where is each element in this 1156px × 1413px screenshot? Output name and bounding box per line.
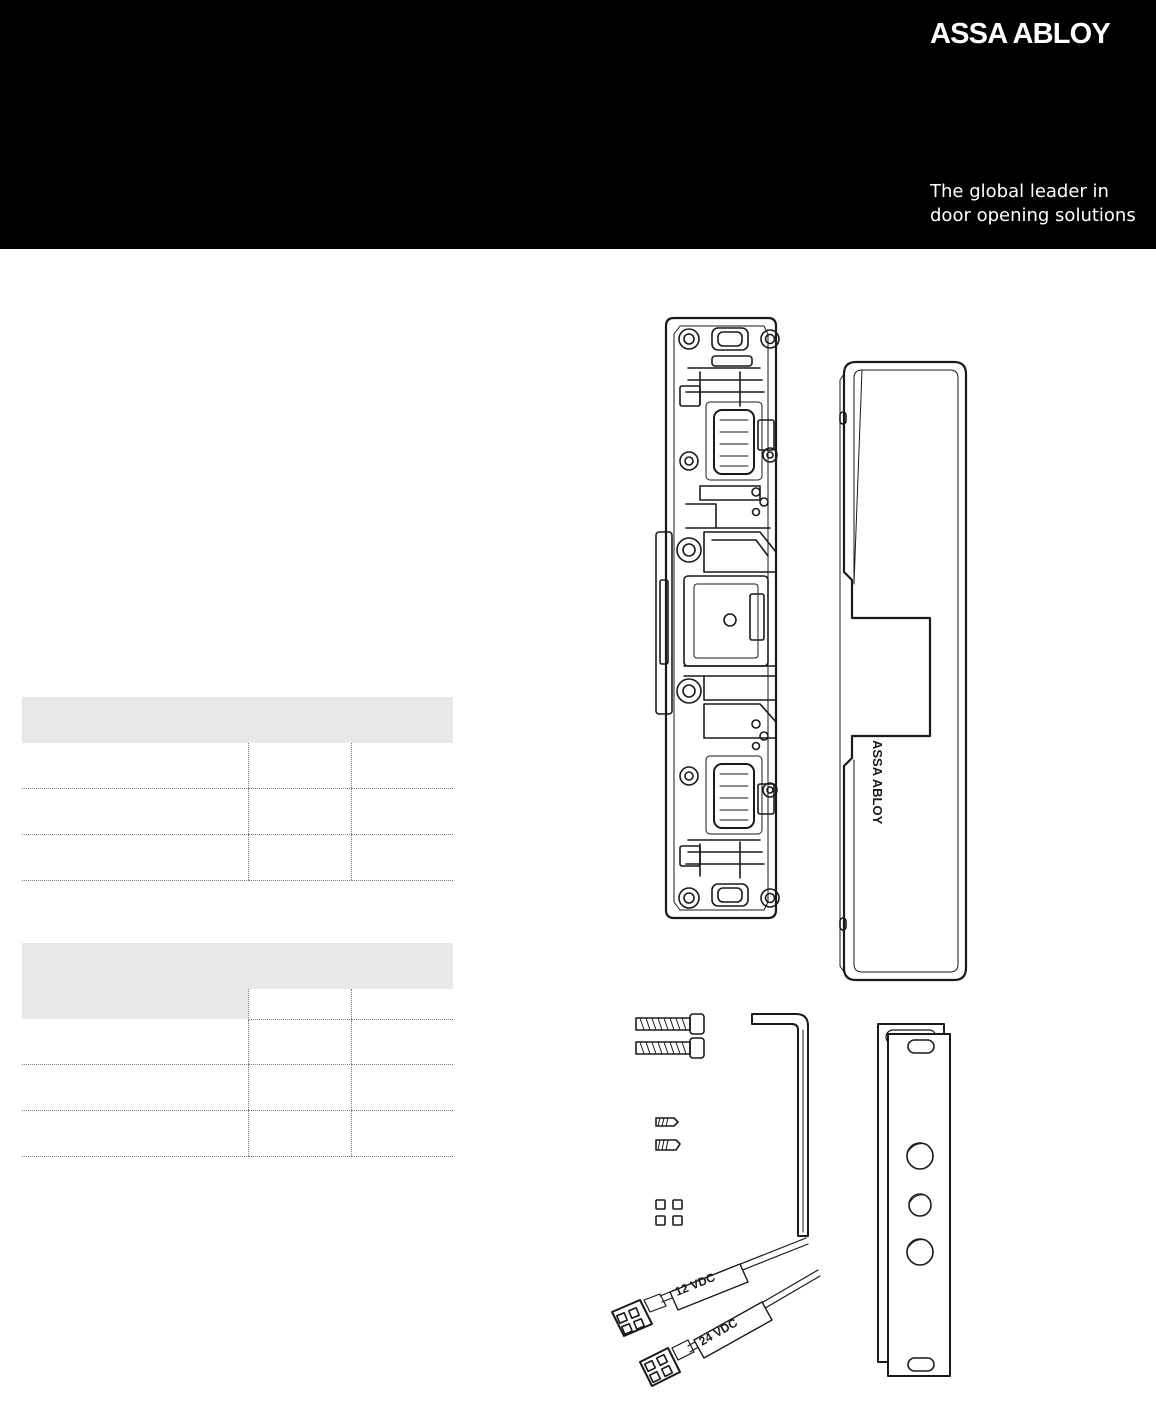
mounting-plates-drawing	[878, 1024, 950, 1376]
strike-body-drawing	[656, 318, 779, 918]
table-row	[22, 835, 453, 881]
tagline-line-1: The global leader in	[930, 181, 1109, 202]
table-row	[22, 1019, 453, 1065]
mounting-screws-drawing	[636, 1014, 704, 1225]
spec-table-2-header	[22, 943, 453, 989]
product-illustration	[590, 300, 1156, 1413]
table-row	[22, 743, 453, 789]
spec-table-1	[22, 697, 453, 881]
table-row	[22, 1065, 453, 1111]
brand-tagline	[930, 180, 1136, 228]
wire-harness-12vdc	[612, 1238, 808, 1336]
cover-brand-text: ASSA ABLOY	[870, 740, 885, 825]
hex-key-drawing	[752, 1014, 808, 1236]
cover-plate-drawing	[840, 362, 966, 980]
table-row	[22, 1111, 453, 1157]
spec-table-2	[22, 943, 453, 1157]
harness-12vdc-label: 12 VDC	[672, 1270, 718, 1299]
brand-logo: ASSA ABLOY	[930, 18, 1110, 50]
table-row	[22, 789, 453, 835]
harness-24vdc-label: 24 VDC	[696, 1315, 740, 1349]
brand-header	[0, 0, 1156, 249]
spec-table-1-header	[22, 697, 453, 743]
tagline-line-2: door opening solutions	[930, 205, 1136, 226]
